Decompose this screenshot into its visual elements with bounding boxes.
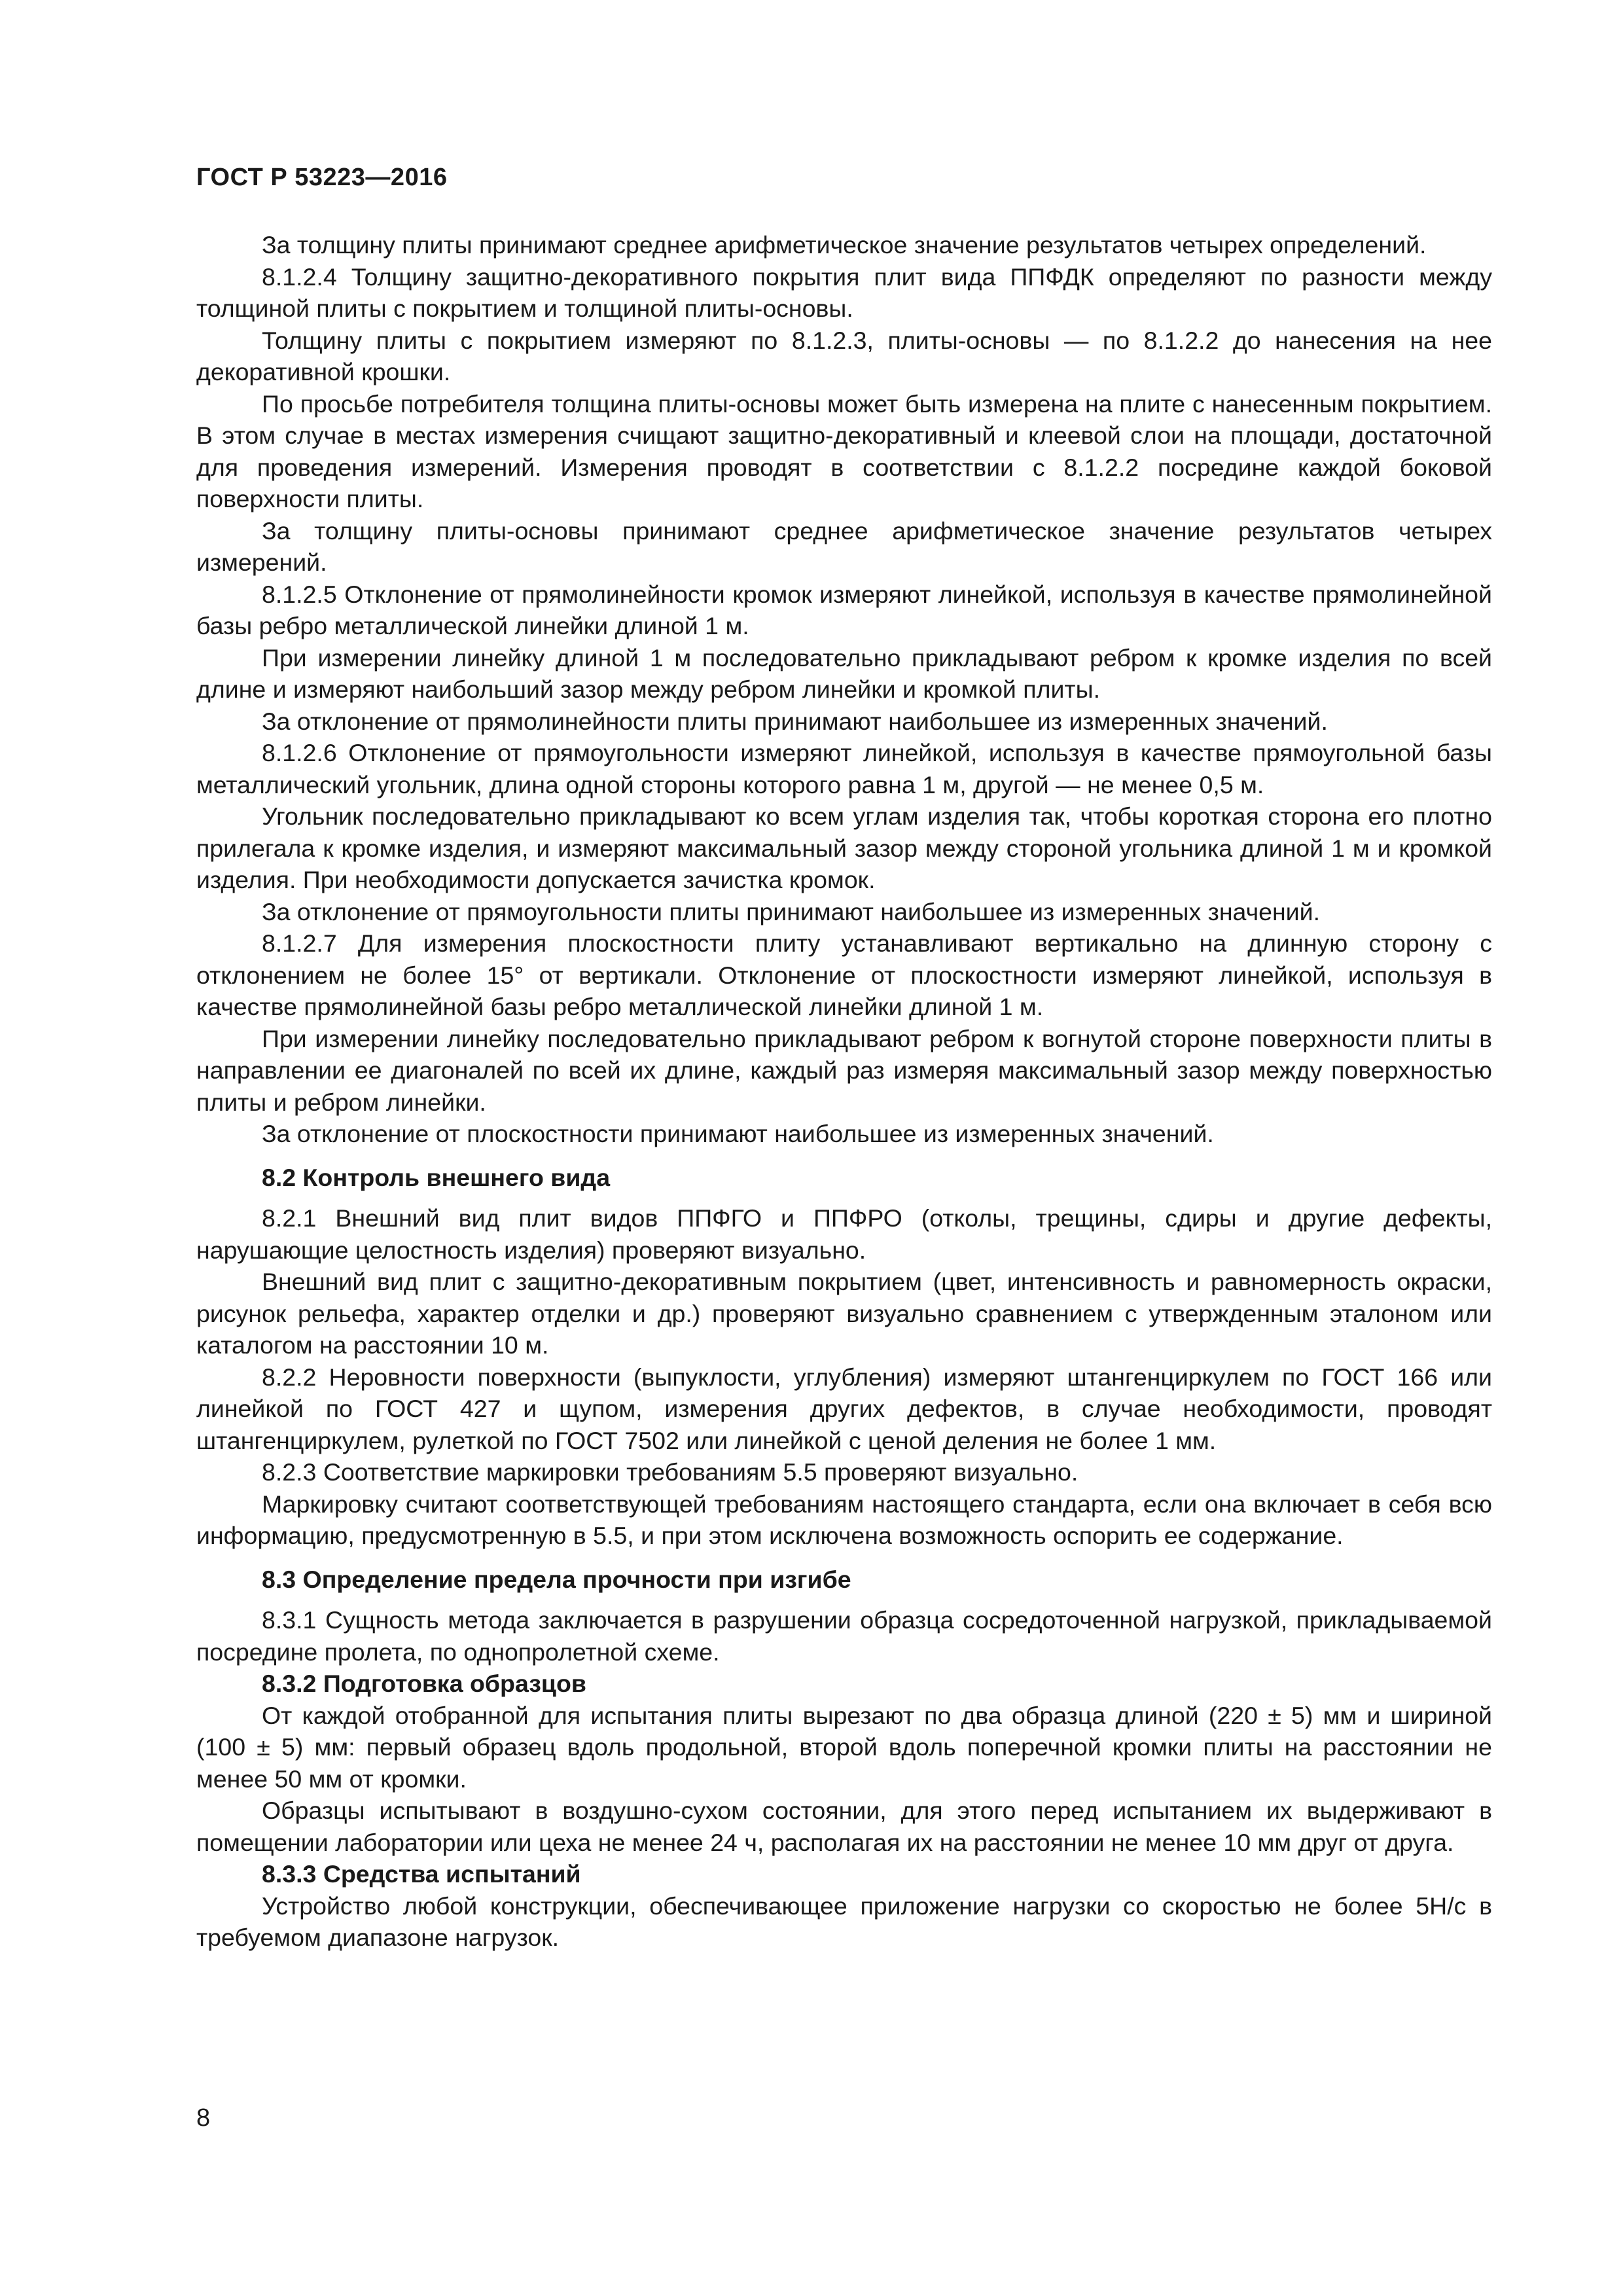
- paragraph: Образцы испытывают в воздушно-сухом состоянии, для этого перед испытанием их выдерживают в помещении лаборатории или цеха не менее 24 ч, располагая их на расстоянии не менее 10 мм друг от друга.: [196, 1797, 1492, 1856]
- paragraph: За отклонение от прямоугольности плиты принимают наибольшее из измеренных значений.: [262, 897, 1320, 925]
- paragraph: За отклонение от прямолинейности плиты принимают наибольшее из измеренных значений.: [262, 707, 1328, 735]
- paragraph: За толщину плиты принимают среднее арифметическое значение результатов четырех определений.: [262, 231, 1427, 259]
- paragraph: По просьбе потребителя толщина плиты-основы может быть измерена на плите с нанесенным покрытием. В этом случае в местах измерения счищают защитно-декоративный и клеевой слои на площади, достаточной для проведения измерений. Измерения проводят в соответствии с 8.1.2.2 посредине каждой боковой поверхности плиты.: [196, 389, 1492, 512]
- paragraph: Угольник последовательно прикладывают ко всем углам изделия так, чтобы короткая сторона его плотно прилегала к кромке изделия, и измеряют максимальный зазор между стороной угольника длиной 1 м и кромкой изделия. При необходимости допускается зачистка кромок.: [196, 802, 1492, 893]
- paragraph: 8.1.2.7 Для измерения плоскостности плиту устанавливают вертикально на длинную сторону с отклонением не более 15° от вертикали. Отклонение от плоскостности измеряют линейкой, используя в качестве прямолинейной базы ребро металлической линейки длиной 1 м.: [196, 929, 1492, 1020]
- paragraph: 8.3.1 Сущность метода заключается в разрушении образца сосредоточенной нагрузкой, прикладываемой посредине пролета, по однопролетной схеме.: [196, 1606, 1492, 1666]
- paragraph: При измерении линейку последовательно прикладывают ребром к вогнутой стороне поверхности плиты в направлении ее диагоналей по всей их длине, каждый раз измеряя максимальный зазор между поверхностью плиты и ребром линейки.: [196, 1024, 1492, 1116]
- paragraph: 8.2.3 Соответствие маркировки требованиям 5.5 проверяют визуально.: [262, 1458, 1079, 1486]
- paragraph: 8.1.2.6 Отклонение от прямоугольности измеряют линейкой, используя в качестве прямоугольной базы металлический угольник, длина одной стороны которого равна 1 м, другой — не менее 0,5 м.: [196, 739, 1492, 798]
- paragraph: 8.2.1 Внешний вид плит видов ППФГО и ППФРО (отколы, трещины, сдиры и другие дефекты, нарушающие целостность изделия) проверяют визуально.: [196, 1204, 1492, 1264]
- paragraph: От каждой отобранной для испытания плиты вырезают по два образца длиной (220 ± 5) мм и шириной (100 ± 5) мм: первый образец вдоль продольной, второй вдоль поперечной кромки плиты на расстоянии не менее 50 мм от кромки.: [196, 1701, 1492, 1793]
- document-body: [196, 229, 1492, 1954]
- page-number: 8: [196, 2104, 211, 2132]
- paragraph: 8.2.2 Неровности поверхности (выпуклости, углубления) измеряют штангенциркулем по ГОСТ 166 или линейкой по ГОСТ 427 и щупом, измерения других дефектов, в случае необходимости, проводят штангенциркулем, рулеткой по ГОСТ 7502 или линейкой с ценой деления не более 1 мм.: [196, 1363, 1492, 1454]
- paragraph: При измерении линейку длиной 1 м последовательно прикладывают ребром к кромке изделия по всей длине и измеряют наибольший зазор между ребром линейки и кромкой плиты.: [196, 643, 1492, 703]
- subsection-heading: 8.3.3 Средства испытаний: [262, 1860, 581, 1888]
- paragraph: За толщину плиты-основы принимают среднее арифметическое значение результатов четырех измерений.: [196, 516, 1492, 576]
- paragraph: Внешний вид плит с защитно-декоративным покрытием (цвет, интенсивность и равномерность окраски, рисунок рельефа, характер отделки и др.) проверяют визуально сравнением с утвержденным эталоном или каталогом на расстоянии 10 м.: [196, 1268, 1492, 1359]
- paragraph: Маркировку считают соответствующей требованиям настоящего стандарта, если она включает в себя всю информацию, предусмотренную в 5.5, и при этом исключена возможность оспорить ее содержание.: [196, 1490, 1492, 1549]
- standard-header: ГОСТ Р 53223—2016: [196, 164, 448, 191]
- paragraph: Толщину плиты с покрытием измеряют по 8.1.2.3, плиты-основы — по 8.1.2.2 до нанесения на нее декоративной крошки.: [196, 326, 1492, 386]
- paragraph: 8.1.2.5 Отклонение от прямолинейности кромок измеряют линейкой, используя в качестве прямолинейной базы ребро металлической линейки длиной 1 м.: [196, 580, 1492, 639]
- section-heading: 8.3 Определение предела прочности при изгибе: [262, 1565, 851, 1593]
- section-heading: 8.2 Контроль внешнего вида: [262, 1163, 611, 1191]
- paragraph: Устройство любой конструкции, обеспечивающее приложение нагрузки со скоростью не более 5Н/с в требуемом диапазоне нагрузок.: [196, 1892, 1492, 1951]
- paragraph: За отклонение от плоскостности принимают наибольшее из измеренных значений.: [262, 1120, 1214, 1147]
- subsection-heading: 8.3.2 Подготовка образцов: [262, 1670, 586, 1697]
- paragraph: 8.1.2.4 Толщину защитно-декоративного покрытия плит вида ППФДК определяют по разности между толщиной плиты с покрытием и толщиной плиты-основы.: [196, 262, 1492, 322]
